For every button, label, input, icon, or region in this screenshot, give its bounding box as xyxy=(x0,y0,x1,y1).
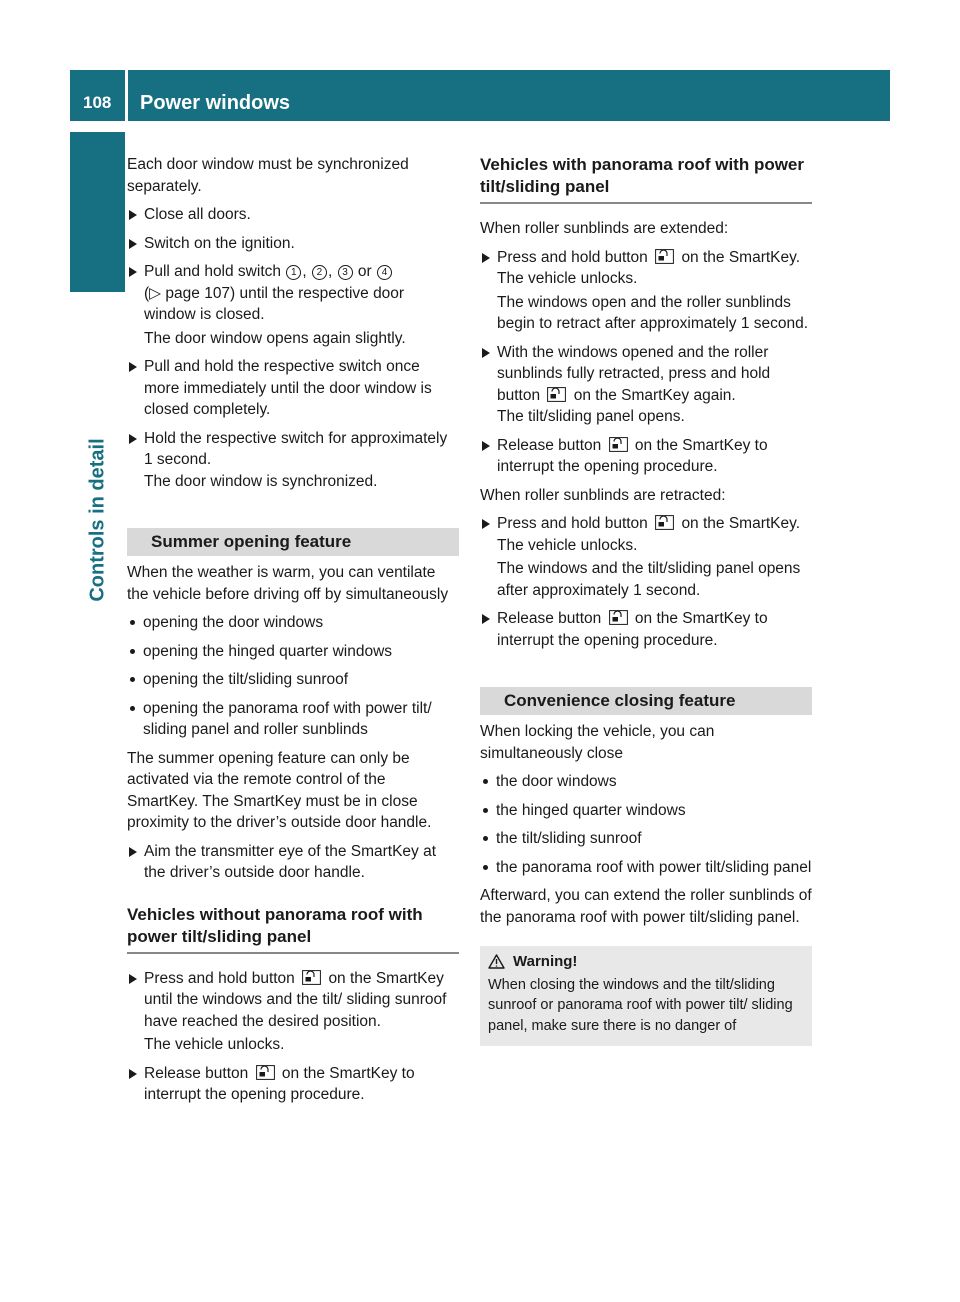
instruction-step: Pull and hold switch 1 , 2 , 3 or 4 (▷ page 107) until the respective door window is closed. The door window opens again slightly. xyxy=(127,261,459,349)
instruction-step: Press and hold button on the SmartKey. The vehicle unlocks. The windows open and the roller sunblinds begin to retract after approximately 1 second. xyxy=(480,247,812,335)
instruction-step: Release button on the SmartKey to interrupt the opening procedure. xyxy=(480,435,812,478)
warning-box xyxy=(480,946,812,1046)
switch-number-3: 3 xyxy=(338,265,353,280)
subheading-with-panorama: Vehicles with panorama roof with power tilt/sliding panel xyxy=(480,154,812,204)
step-result: The windows open and the roller sunblinds begin to retract after approximately 1 second. xyxy=(497,293,809,332)
step-result: The door window opens again slightly. xyxy=(144,329,406,347)
bullet-item: the door windows xyxy=(480,771,812,793)
bullet-item: the tilt/sliding sunroof xyxy=(480,828,812,850)
page-reference-arrow: (▷ xyxy=(144,284,162,302)
step-result: The vehicle unlocks. xyxy=(497,270,638,287)
warning-triangle-icon xyxy=(488,954,505,969)
instruction-step: Switch on the ignition. xyxy=(127,233,459,255)
instruction-step: Press and hold button on the SmartKey. The vehicle unlocks. The windows and the tilt/sliding panel opens after approximately 1 second. xyxy=(480,513,812,601)
bullet-item: the panorama roof with power tilt/sliding panel xyxy=(480,857,812,879)
section-title-convenience-closing: Convenience closing feature xyxy=(480,687,812,715)
unlock-key-icon xyxy=(609,437,628,452)
instruction-step: Press and hold button on the SmartKey until the windows and the tilt/ sliding sunroof have reached the desired position. The vehicle unlocks. xyxy=(127,968,459,1056)
bullet-item: opening the panorama roof with power tilt/ sliding panel and roller sunblinds xyxy=(127,698,459,741)
intro-paragraph: Each door window must be synchronized separately. xyxy=(127,156,409,195)
summer-note: The summer opening feature can only be activated via the remote control of the SmartKey. The SmartKey must be in close proximity to the driver’s outside door handle. xyxy=(127,749,432,831)
switch-number-2: 2 xyxy=(312,265,327,280)
instruction-step: Release button on the SmartKey to interrupt the opening procedure. xyxy=(480,608,812,651)
extended-condition: When roller sunblinds are extended: xyxy=(480,220,729,237)
left-column xyxy=(127,154,459,1113)
unlock-key-icon xyxy=(256,1065,275,1080)
instruction-step: Hold the respective switch for approximately 1 second. The door window is synchronized. xyxy=(127,428,459,493)
unlock-key-icon xyxy=(655,515,674,530)
page-number: 108 xyxy=(83,93,112,112)
unlock-key-icon xyxy=(655,249,674,264)
sidebar-section-label: Controls in detail xyxy=(86,438,109,602)
unlock-key-icon xyxy=(547,387,566,402)
instruction-step: Release button on the SmartKey to interrupt the opening procedure. xyxy=(127,1063,459,1106)
instruction-step: Pull and hold the respective switch once more immediately until the door window is closed completely. xyxy=(127,356,459,421)
warning-heading: Warning! xyxy=(488,952,806,973)
bullet-item: opening the door windows xyxy=(127,612,459,634)
summer-intro: When the weather is warm, you can ventilate the vehicle before driving off by simultaneously xyxy=(127,564,449,603)
right-column xyxy=(480,154,812,1046)
subheading-without-panorama: Vehicles without panorama roof with power tilt/sliding panel xyxy=(127,904,459,954)
step-result: The tilt/sliding panel opens. xyxy=(497,408,685,425)
step-result: The vehicle unlocks. xyxy=(144,1036,285,1053)
instruction-step: Close all doors. xyxy=(127,204,459,226)
unlock-key-icon xyxy=(609,610,628,625)
switch-number-4: 4 xyxy=(377,265,392,280)
bullet-item: opening the tilt/sliding sunroof xyxy=(127,669,459,691)
step-result: The windows and the tilt/sliding panel opens after approximately 1 second. xyxy=(497,560,801,599)
retracted-condition: When roller sunblinds are retracted: xyxy=(480,486,726,504)
step-result: The vehicle unlocks. xyxy=(497,536,638,554)
section-title-summer-opening: Summer opening feature xyxy=(127,528,459,556)
unlock-key-icon xyxy=(302,970,321,985)
convenience-afterward: Afterward, you can extend the roller sunblinds of the panorama roof with power tilt/sliding panel. xyxy=(480,887,812,926)
switch-number-1: 1 xyxy=(286,265,301,280)
instruction-step: With the windows opened and the roller sunblinds fully retracted, press and hold button on the SmartKey again. The tilt/sliding panel opens. xyxy=(480,342,812,428)
sidebar-block xyxy=(70,132,125,292)
instruction-step: Aim the transmitter eye of the SmartKey at the driver’s outside door handle. xyxy=(127,841,459,884)
bullet-item: the hinged quarter windows xyxy=(480,800,812,822)
step-result: The door window is synchronized. xyxy=(144,472,378,490)
convenience-intro: When locking the vehicle, you can simultaneously close xyxy=(480,723,715,762)
bullet-item: opening the hinged quarter windows xyxy=(127,641,459,663)
warning-text: When closing the windows and the tilt/sliding sunroof or panorama roof with power tilt/ sliding panel, make sure there is no danger of xyxy=(488,976,793,1034)
page-title: Power windows xyxy=(140,92,291,114)
page-reference: page 107) until the respective door window is closed. xyxy=(144,284,405,323)
